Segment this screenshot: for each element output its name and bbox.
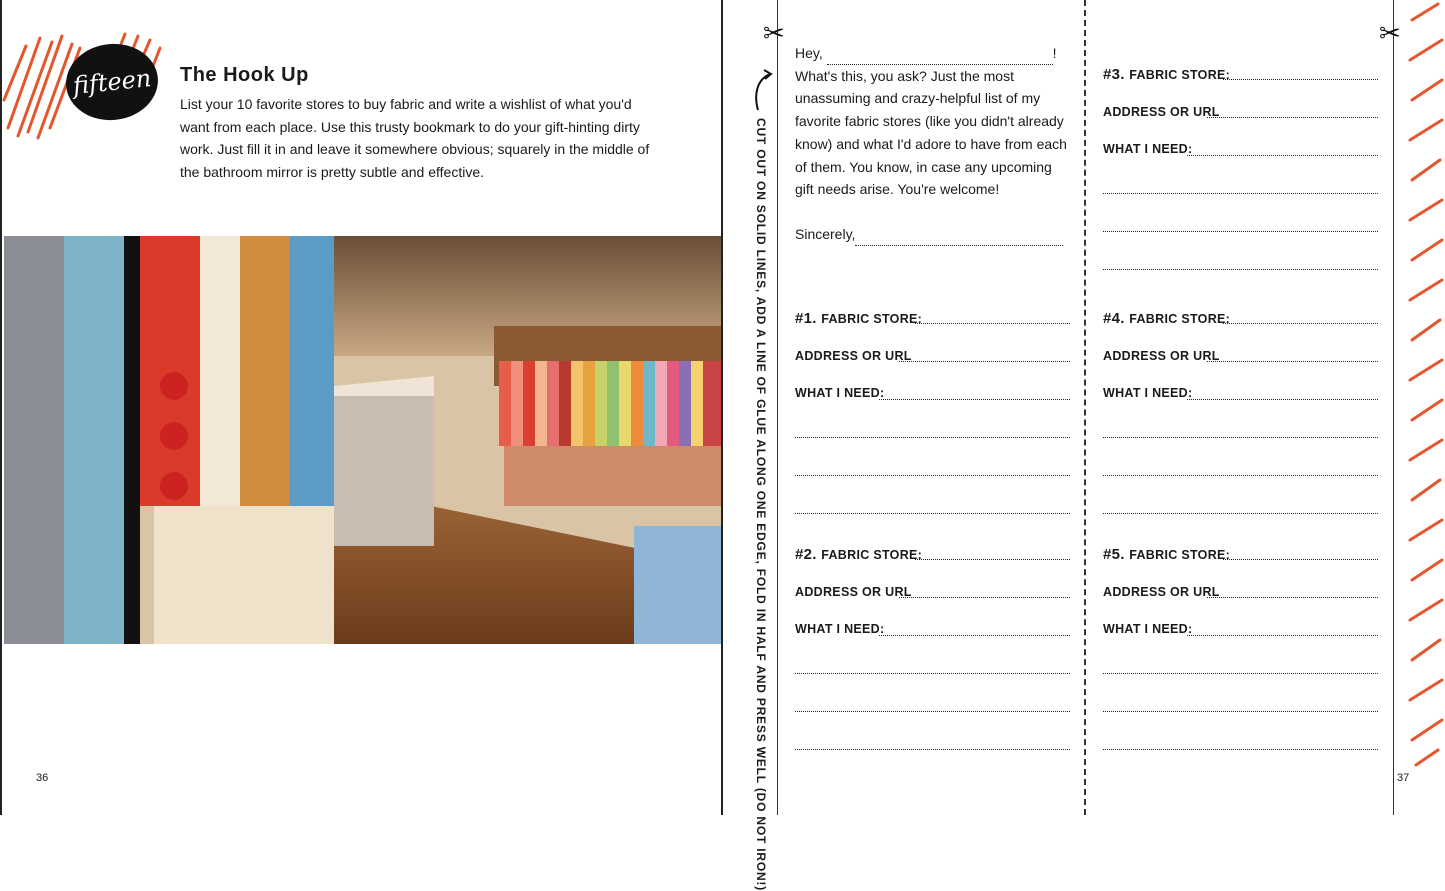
fold-line — [1084, 0, 1086, 815]
cut-line — [777, 0, 778, 815]
store-number: #1. — [795, 310, 822, 327]
fill-line — [1103, 269, 1378, 270]
fabric-store-text: FABRIC STORE: — [821, 548, 923, 562]
fill-line — [1103, 437, 1378, 438]
need-label: WHAT I NEED: — [795, 622, 885, 636]
need-label: WHAT I NEED: — [1103, 386, 1193, 400]
fill-line — [879, 399, 1070, 400]
fill-line — [1223, 323, 1378, 324]
fabric-store-label — [1103, 546, 1230, 563]
curved-arrow-icon — [752, 68, 774, 112]
fabric-store-text: FABRIC STORE: — [1129, 312, 1231, 326]
intro-paragraph: List your 10 favorite stores to buy fabric and write a wishlist of what you'd want from each place. Use this trusty bookmark to do your gift-hinting dirty work. Just fill it in and leave it somewhere obvious; squarely in the middle of the bathroom mirror is pretty subtle and effective. — [180, 96, 650, 180]
note-greeting: Hey, — [795, 45, 823, 61]
scissors-icon: ✂ — [763, 18, 785, 48]
gift-note — [795, 42, 1067, 246]
signature-fill-line — [855, 245, 1063, 246]
fabric-store-text: FABRIC STORE: — [1129, 548, 1231, 562]
fill-line — [1207, 361, 1378, 362]
page-number: 37 — [1397, 772, 1410, 784]
fabric-store-text: FABRIC STORE: — [1129, 68, 1231, 82]
need-label: WHAT I NEED: — [1103, 622, 1193, 636]
fill-line — [899, 597, 1070, 598]
page-number: 36 — [36, 772, 49, 784]
fill-line — [1223, 559, 1378, 560]
address-label: ADDRESS OR URL — [795, 585, 912, 599]
need-label: WHAT I NEED: — [1103, 142, 1193, 156]
fill-line — [1223, 79, 1378, 80]
fill-line — [915, 323, 1070, 324]
store-number: #2. — [795, 546, 822, 563]
fabric-store-label — [795, 546, 922, 563]
chapter-badge: fifteen — [62, 39, 161, 124]
fill-line — [1207, 117, 1378, 118]
fill-line — [899, 361, 1070, 362]
fill-line — [1187, 155, 1378, 156]
left-page — [0, 0, 722, 815]
cut-line-right — [1393, 0, 1394, 815]
address-label: ADDRESS OR URL — [795, 349, 912, 363]
fill-line — [1187, 635, 1378, 636]
fill-line — [1103, 673, 1378, 674]
fill-line — [879, 635, 1070, 636]
fill-line — [795, 749, 1070, 750]
fill-line — [1103, 193, 1378, 194]
note-body: What's this, you ask? Just the most unassuming and crazy-helpful list of my favorite fabric stores (like you didn't already know) and what I'd adore to have from each of them. You know, in case any upcoming gift needs arise. You're welcome! — [795, 67, 1067, 198]
note-exclaim: ! — [1052, 45, 1057, 61]
fabric-store-label — [1103, 66, 1230, 83]
address-label: ADDRESS OR URL — [1103, 585, 1220, 599]
fabric-store-label — [1103, 310, 1230, 327]
fill-line — [795, 437, 1070, 438]
fabric-store-photo — [4, 236, 722, 644]
note-greeting-line — [795, 42, 1067, 65]
fill-line — [1103, 475, 1378, 476]
scissors-icon: ✂ — [1379, 18, 1401, 48]
fill-line — [795, 513, 1070, 514]
book-spine — [721, 0, 723, 815]
page-title: The Hook Up — [180, 64, 309, 86]
fill-line — [1103, 749, 1378, 750]
fill-line — [1103, 711, 1378, 712]
fill-line — [795, 475, 1070, 476]
fill-line — [1103, 513, 1378, 514]
fill-line — [795, 711, 1070, 712]
fill-line — [915, 559, 1070, 560]
address-label: ADDRESS OR URL — [1103, 349, 1220, 363]
fabric-store-label — [795, 310, 922, 327]
fill-line — [1103, 231, 1378, 232]
need-label: WHAT I NEED: — [795, 386, 885, 400]
store-number: #4. — [1103, 310, 1130, 327]
fill-line — [1207, 597, 1378, 598]
store-number: #3. — [1103, 66, 1130, 83]
note-signoff-line — [795, 223, 1067, 246]
fill-line — [795, 673, 1070, 674]
store-number: #5. — [1103, 546, 1130, 563]
fabric-store-text: FABRIC STORE: — [821, 312, 923, 326]
address-label: ADDRESS OR URL — [1103, 105, 1220, 119]
note-signoff: Sincerely, — [795, 225, 856, 242]
fill-line — [1187, 399, 1378, 400]
cut-instructions: CUT OUT ON SOLID LINES, ADD A LINE OF GLUE ALONG ONE EDGE, FOLD IN HALF AND PRESS WELL (DO NOT IRON!) — [754, 118, 768, 891]
orange-brush-strokes-right — [1408, 0, 1445, 770]
